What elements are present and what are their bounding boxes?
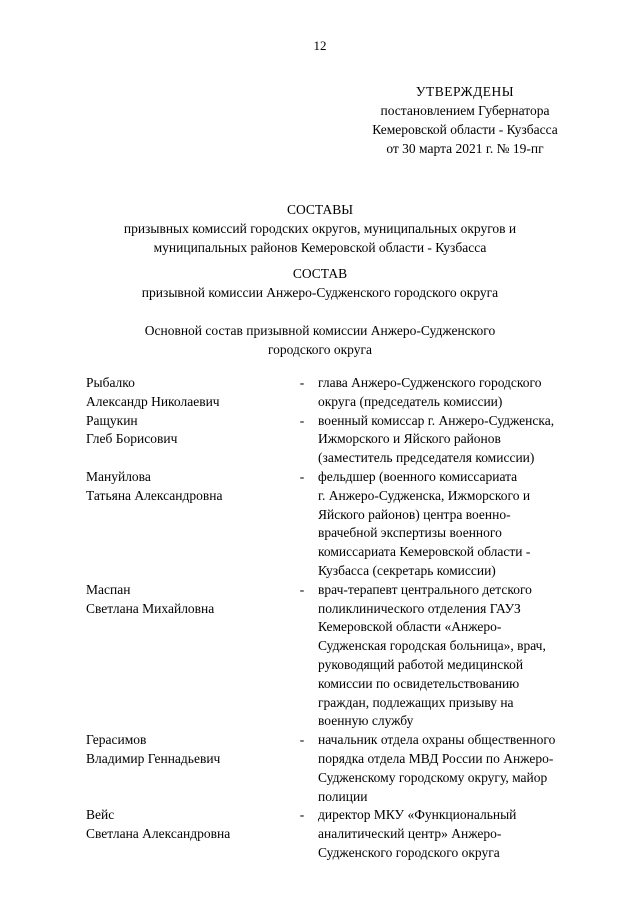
member-given: Татьяна Александровна [86,487,223,503]
position-line: поликлинического отделения ГАУЗ [318,600,521,616]
position-line: г. Анжеро-Судженска, Ижморского и [318,487,531,503]
member-row [86,731,596,806]
approval-heading: УТВЕРЖДЕНЫ [415,84,515,99]
position-line: аналитический центр» Анжеро- [318,826,502,842]
member-given: Александр Николаевич [86,393,220,409]
position-line: Кузбасса (секретарь комиссии) [318,562,496,578]
title-line: муниципальных районов Кемеровской области - Кузбасса [153,240,487,255]
member-position [318,806,590,862]
commission-heading: СОСТАВ [292,266,348,281]
member-name [86,581,286,731]
member-name [86,374,286,412]
approval-line: от 30 марта 2021 г. № 19-пг [386,141,544,156]
member-position [318,581,590,731]
member-given: Глеб Борисович [86,431,178,447]
member-dash: - [299,807,305,823]
member-surname: Маспан [86,581,131,597]
member-dash: - [299,375,305,390]
member-position [318,374,590,412]
section-title [60,321,580,359]
approval-line: Кемеровской области - Кузбасса [372,122,558,137]
position-line: Судженская городская больница», врач, [318,638,546,654]
position-line: комиссариата Кемеровской области - [318,544,531,560]
member-dash: - [299,412,305,428]
commission-line: призывной комиссии Анжеро-Судженского городского округа [141,285,499,300]
document-title [60,200,580,257]
position-line: округа (председатель комиссии) [318,393,503,409]
member-given: Светлана Александровна [86,826,231,842]
member-given: Владимир Геннадьевич [86,750,221,766]
position-line: Яйского районов) центра военно- [318,506,511,522]
member-dash: - [299,581,305,597]
position-line: военную службу [318,713,414,729]
approval-block [330,82,600,158]
page-number: 12 [313,38,327,53]
commission-title [60,264,580,302]
member-given: Светлана Михайловна [86,600,215,616]
position-line: полиции [318,788,368,804]
title-line: призывных комиссий городских округов, муниципальных округов и [123,221,517,236]
title-heading: СОСТАВЫ [286,202,354,217]
position-line: Ижморского и Яйского районов [318,431,501,447]
member-surname: Герасимов [86,732,147,748]
member-name [86,468,286,581]
section-line: Основной состав призывной комиссии Анжеро-Судженского [144,323,496,338]
member-surname: Рыбалко [86,375,135,390]
position-line: врачебной экспертизы военного [318,525,502,541]
position-line: (заместитель председателя комиссии) [318,450,535,466]
position-line: директор МКУ «Функциональный [318,807,517,823]
section-line: городского округа [267,342,373,357]
position-line: врач-терапевт центрального детского [318,581,532,597]
position-line: комиссии по освидетельствованию [318,675,520,691]
position-line: начальник отдела охраны общественного [318,732,556,748]
member-dash: - [299,468,305,484]
member-name [86,806,286,862]
approval-line: постановлением Губернатора [380,103,550,118]
member-surname: Мануйлова [86,468,151,484]
position-line: военный комиссар г. Анжеро-Судженска, [318,412,555,428]
position-line: Судженскому городскому округу, майор [318,769,548,785]
member-row [86,412,596,468]
member-position [318,412,590,468]
position-line: Кемеровской области «Анжеро- [318,619,502,635]
member-name [86,412,286,468]
member-position [318,731,590,806]
members-list [86,374,596,863]
position-line: граждан, подлежащих призыву на [318,694,514,710]
position-line: фельдшер (военного комиссариата [318,468,518,484]
member-surname: Ращукин [86,412,138,428]
member-row [86,468,596,581]
member-position [318,468,590,581]
member-name [86,731,286,806]
member-row [86,374,596,412]
member-row [86,806,596,862]
member-row [86,581,596,731]
member-surname: Вейс [86,807,115,823]
position-line: Судженского городского округа [318,844,500,860]
position-line: порядка отдела МВД России по Анжеро- [318,750,554,766]
position-line: руководящий работой медицинской [318,656,524,672]
member-dash: - [299,732,305,748]
position-line: глава Анжеро-Судженского городского [318,375,542,390]
